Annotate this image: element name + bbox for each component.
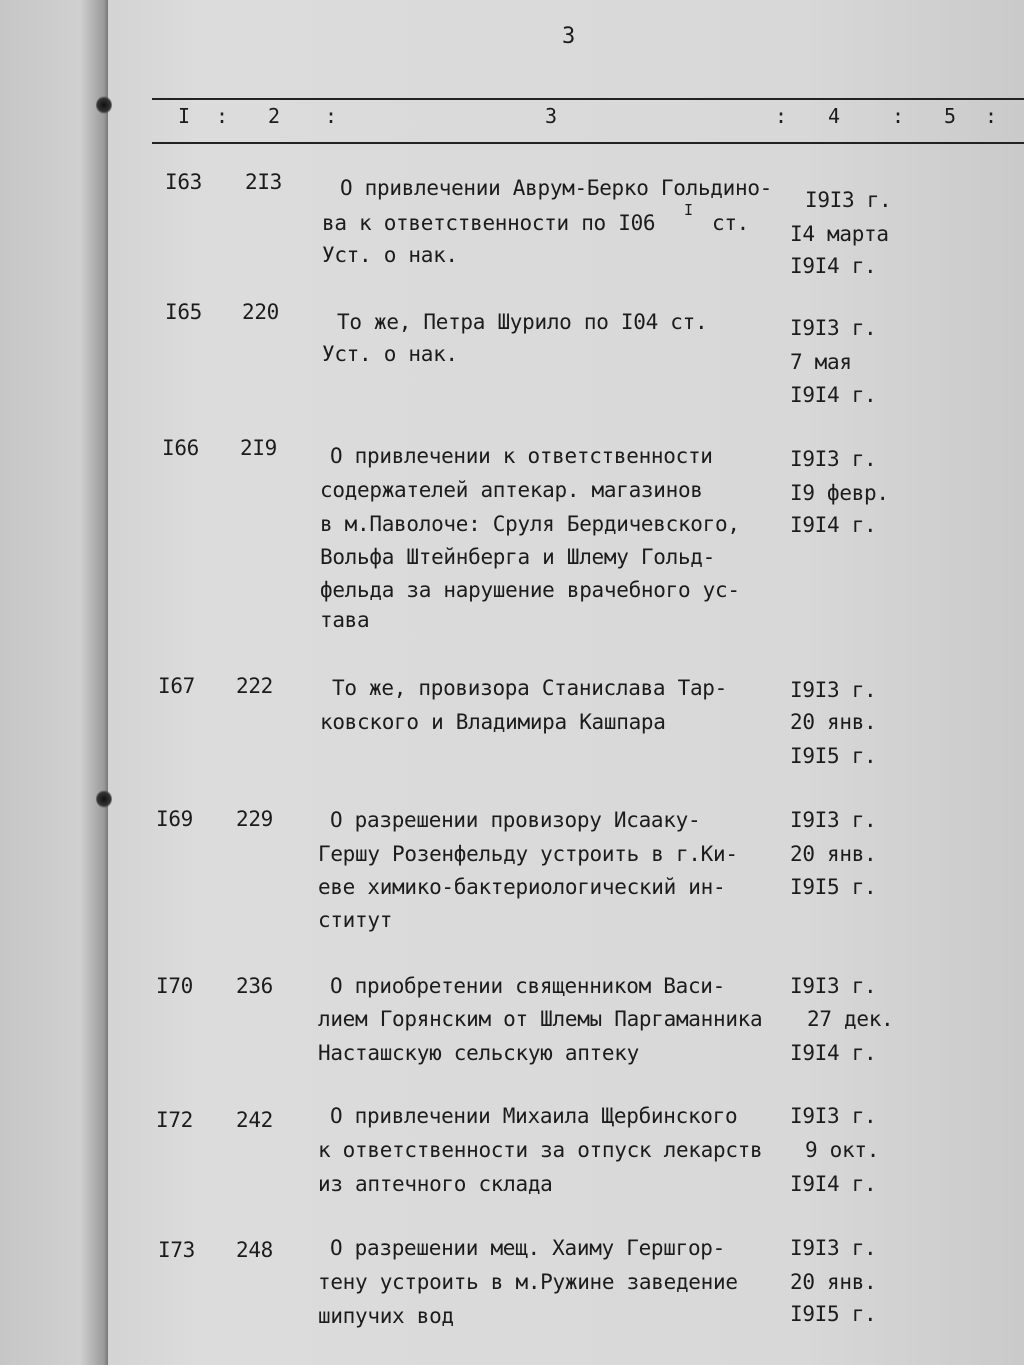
binding-hole [96, 96, 112, 114]
header-col-1: I [178, 104, 191, 128]
file-number: 2I3 [245, 170, 283, 194]
description-line: лием Горянским от Шлемы Паргаманника [318, 1007, 763, 1031]
entry-number: I65 [165, 300, 203, 324]
date-start: I9I3 г. [790, 316, 877, 340]
file-number: 242 [236, 1108, 274, 1132]
date-end-year: I9I4 г. [790, 1041, 877, 1065]
header-separator: : [775, 104, 788, 128]
date-end: 20 янв. [790, 1270, 877, 1294]
date-start: I9I3 г. [790, 808, 877, 832]
description-line: из аптечного склада [318, 1172, 553, 1196]
date-end: 20 янв. [790, 842, 877, 866]
date-end: 20 янв. [790, 710, 877, 734]
description-line: Уст. о нак. [322, 243, 458, 267]
description-line: ститут [318, 908, 393, 932]
file-number: 236 [236, 974, 274, 998]
description-line: содержателей аптекар. магазинов [320, 478, 703, 502]
date-start: I9I3 г. [805, 188, 892, 212]
header-col-5: 5 [944, 104, 957, 128]
description-line: Гершу Розенфельду устроить в г.Ки- [318, 842, 738, 866]
description-line: в м.Паволоче: Сруля Бердичевского, [320, 512, 740, 536]
header-separator: : [325, 104, 338, 128]
superscript: I [684, 201, 694, 219]
entry-number: I70 [156, 974, 194, 998]
entry-number: I67 [158, 674, 196, 698]
description-line: Вольфа Штейнберга и Шлему Гольд- [320, 545, 715, 569]
description-line: О привлечении к ответственности [330, 444, 713, 468]
header-separator: : [216, 104, 229, 128]
description-line: к ответственности за отпуск лекарств [318, 1138, 763, 1162]
header-rule-top [152, 98, 1024, 100]
binding-hole [96, 790, 112, 808]
header-col-4: 4 [828, 104, 841, 128]
description-line: ва к ответственности по I06 [322, 211, 656, 235]
date-end-year: I9I4 г. [790, 1172, 877, 1196]
date-end-year: I9I5 г. [790, 744, 877, 768]
date-start: I9I3 г. [790, 1104, 877, 1128]
header-rule-bottom [152, 142, 1024, 144]
entry-number: I66 [162, 436, 200, 460]
description-line: О привлечении Михаила Щербинского [330, 1104, 738, 1128]
date-end-year: I9I4 г. [790, 254, 877, 278]
description-line: тава [320, 608, 370, 632]
date-end: 9 окт. [805, 1138, 880, 1162]
file-number: 222 [236, 674, 274, 698]
description-line: тену устроить в м.Ружине заведение [318, 1270, 738, 1294]
page-number: 3 [562, 24, 576, 49]
description-line: О разрешении провизору Исааку- [330, 808, 701, 832]
entry-number: I69 [156, 807, 194, 831]
file-number: 2I9 [240, 436, 278, 460]
file-number: 229 [236, 807, 274, 831]
description-line: То же, провизора Станислава Тар- [332, 676, 727, 700]
description-line: О привлечении Аврум-Берко Гольдино- [340, 176, 773, 200]
header-col-3: 3 [545, 104, 558, 128]
entry-number: I63 [165, 170, 203, 194]
description-line: О приобретении священником Васи- [330, 974, 725, 998]
header-col-2: 2 [268, 104, 281, 128]
description-line: ст. [712, 211, 750, 235]
date-end: 27 дек. [807, 1007, 894, 1031]
date-start: I9I3 г. [790, 974, 877, 998]
description-line: Насташскую сельскую аптеку [318, 1041, 639, 1065]
date-end-year: I9I4 г. [790, 383, 877, 407]
date-end-year: I9I4 г. [790, 513, 877, 537]
date-end-year: I9I5 г. [790, 1302, 877, 1326]
description-line: еве химико-бактериологический ин- [318, 875, 726, 899]
description-line: шипучих вод [318, 1304, 454, 1328]
description-line: То же, Петра Шурило по I04 ст. [337, 310, 708, 334]
entry-number: I73 [158, 1238, 196, 1262]
date-end: I4 марта [790, 222, 889, 246]
date-start: I9I3 г. [790, 1236, 877, 1260]
date-start: I9I3 г. [790, 447, 877, 471]
date-end: I9 февр. [790, 481, 889, 505]
date-end-year: I9I5 г. [790, 875, 877, 899]
binding-spine [0, 0, 108, 1365]
entry-number: I72 [156, 1108, 194, 1132]
description-line: Уст. о нак. [322, 342, 458, 366]
description-line: ковского и Владимира Кашпара [320, 710, 666, 734]
file-number: 248 [236, 1238, 274, 1262]
description-line: фельда за нарушение врачебного ус- [320, 578, 740, 602]
header-separator: : [892, 104, 905, 128]
file-number: 220 [242, 300, 280, 324]
date-end: 7 мая [790, 350, 852, 374]
date-start: I9I3 г. [790, 678, 877, 702]
description-line: О разрешении мещ. Хаиму Гершгор- [330, 1236, 725, 1260]
header-separator: : [985, 104, 998, 128]
